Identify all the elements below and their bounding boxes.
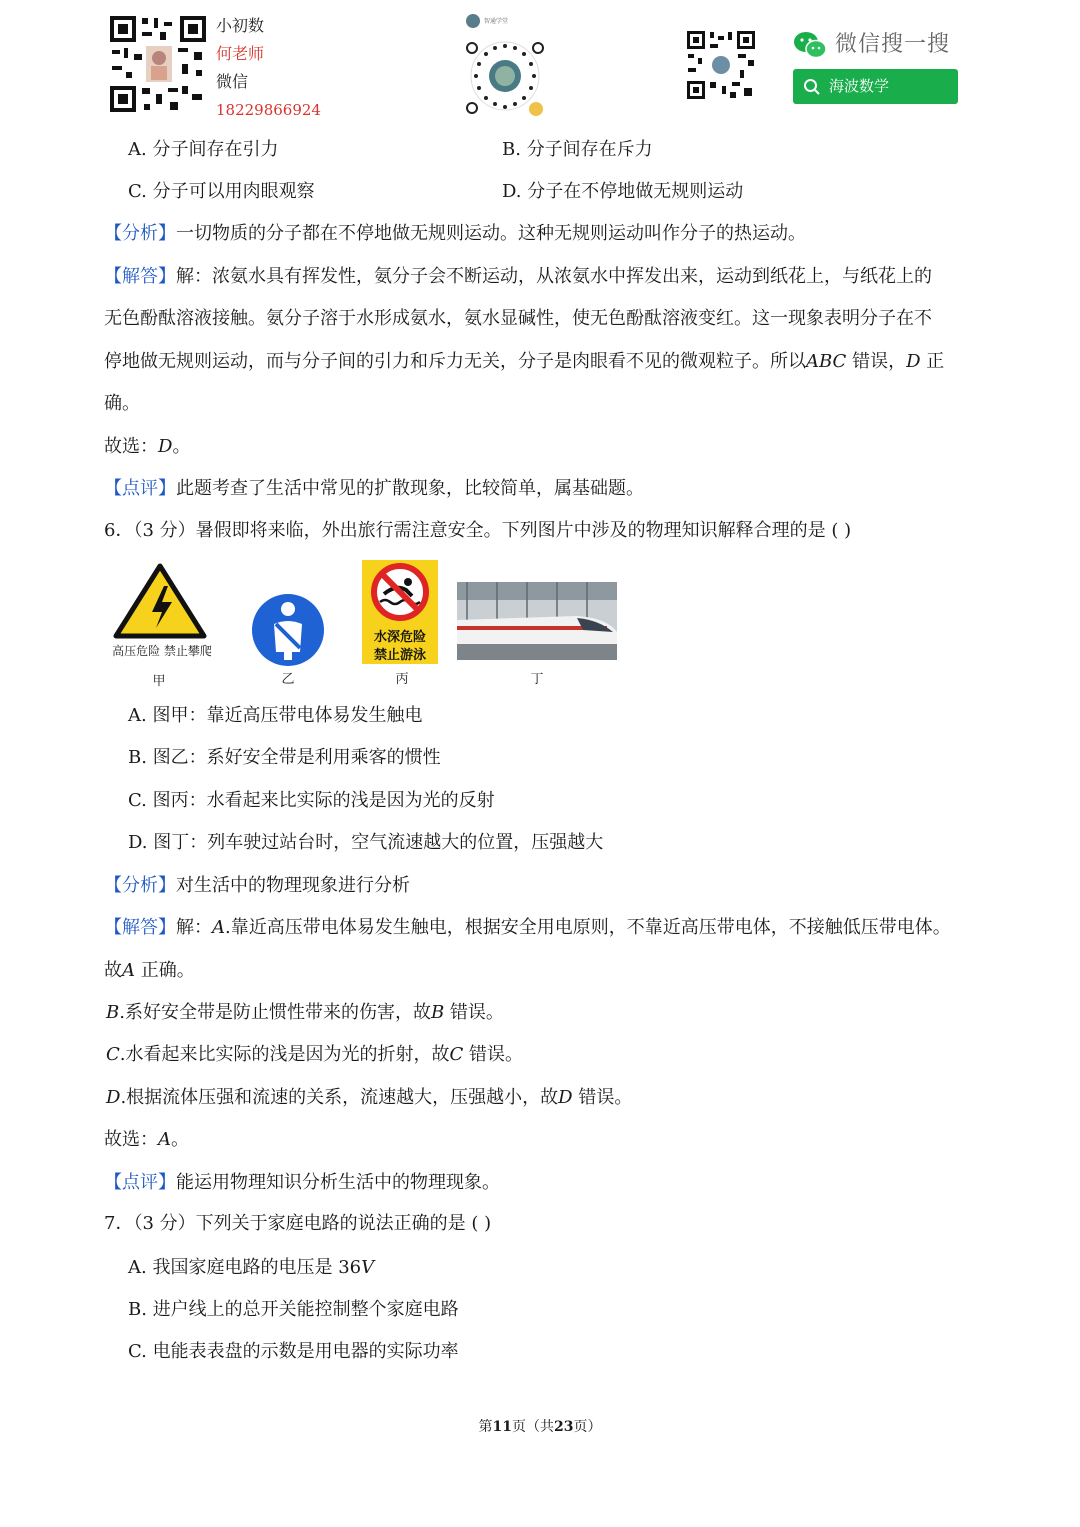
- page-footer: 第11页（共23页）: [478, 1419, 602, 1435]
- analysis-tag: 【分析】: [104, 223, 176, 244]
- q5-comment: 【点评】此题考查了生活中常见的扩散现象，比较简单，属基础题。: [104, 478, 644, 499]
- q5-choice: 故选：D。: [104, 436, 191, 457]
- wechat-search-box[interactable]: [793, 69, 958, 104]
- q6-option-c: C. 图丙：水看起来比实际的浅是因为光的反射: [128, 790, 495, 811]
- q5-answer-line-1: 【解答】解：浓氨水具有挥发性，氨分子会不断运动，从浓氨水中挥发出来，运动到纸花上，与纸花上的: [104, 266, 932, 287]
- q6-answer-b: B.系好安全带是防止惯性带来的伤害，故B 错误。: [106, 1002, 504, 1023]
- wechat-icon: [793, 30, 827, 60]
- q6-choice: 故选：A。: [104, 1129, 189, 1150]
- page-total: 23: [554, 1419, 574, 1435]
- no-swimming-icon: [362, 562, 438, 624]
- no-swimming-text-1: 水深危险: [373, 630, 426, 645]
- q7-option-c: C. 电能表表盘的示数是用电器的实际功率: [128, 1341, 459, 1362]
- q6-comment: 【点评】能运用物理知识分析生活中的物理现象。: [104, 1172, 500, 1193]
- mini-program-code: [460, 12, 550, 120]
- q6-option-b: B. 图乙：系好安全带是利用乘客的惯性: [128, 747, 441, 768]
- contact-phone: 18229866924: [216, 101, 321, 119]
- q5-answer-line-3: 停地做无规则运动，而与分子间的引力和斥力无关，分子是肉眼看不见的微观粒子。所以ABC 错误，D 正: [104, 351, 945, 372]
- q5-answer-line-2: 无色酚酞溶液接触。氨分子溶于水形成氨水，氨水显碱性，使无色酚酞溶液变红。这一现象表明分子在不: [104, 308, 932, 329]
- contact-info: [216, 12, 321, 124]
- answer-tag: 【解答】: [104, 266, 176, 287]
- seatbelt-sign-icon: [248, 590, 328, 670]
- q6-stem: 6．（3 分）暑假即将来临，外出旅行需注意安全。下列图片中涉及的物理知识解释合理的是 ( ): [104, 520, 852, 541]
- q7-option-a: A. 我国家庭电路的电压是 36V: [128, 1257, 375, 1278]
- search-icon: [803, 78, 821, 96]
- header-banner: [0, 0, 1080, 125]
- image-caption-jia: 甲: [152, 674, 166, 689]
- image-caption-bing: 丙: [395, 672, 409, 687]
- q7-option-b: B. 进户线上的总开关能控制整个家庭电路: [128, 1299, 459, 1320]
- image-caption-ding: 丁: [530, 672, 544, 687]
- q5-option-c: C. 分子可以用肉眼观察: [128, 181, 315, 202]
- image-caption-yi: 乙: [281, 672, 295, 687]
- page-number: 11: [492, 1419, 512, 1435]
- no-swimming-sign: [362, 560, 438, 664]
- q5-answer-line-4: 确。: [104, 393, 140, 414]
- q5-analysis: 【分析】一切物质的分子都在不停地做无规则运动。这种无规则运动叫作分子的热运动。: [104, 223, 806, 244]
- q6-images: [104, 560, 619, 690]
- high-speed-train-photo: [457, 582, 617, 660]
- contact-line: 小初数: [216, 16, 265, 35]
- contact-line: 微信: [216, 72, 249, 91]
- contact-qr-code: [108, 14, 208, 114]
- no-swimming-text-2: 禁止游泳: [373, 648, 426, 663]
- q6-answer-line-1: 【解答】解：A.靠近高压带电体易发生触电，根据安全用电原则，不靠近高压带电体，不接触低压带电体。: [104, 917, 951, 938]
- q6-answer-line-2: 故A 正确。: [104, 960, 195, 981]
- mini-program-brand: 智通学堂: [484, 18, 509, 25]
- q6-answer-d: D.根据流体压强和流速的关系，流速越大，压强越小，故D 错误。: [106, 1087, 633, 1108]
- q7-stem: 7．（3 分）下列关于家庭电路的说法正确的是 ( ): [104, 1213, 492, 1234]
- wechat-qr-code: [686, 30, 756, 100]
- comment-tag: 【点评】: [104, 1172, 176, 1193]
- q5-option-d: D. 分子在不停地做无规则运动: [502, 181, 744, 202]
- q5-option-b: B. 分子间存在斥力: [502, 139, 653, 160]
- contact-line: 何老师: [216, 44, 265, 63]
- answer-tag: 【解答】: [104, 917, 176, 938]
- q6-analysis: 【分析】对生活中的物理现象进行分析: [104, 875, 410, 896]
- image-jia-label: 高压危险 禁止攀爬: [112, 644, 212, 658]
- wechat-search-keyword: 海波数学: [829, 77, 890, 95]
- q5-option-a: A. 分子间存在引力: [128, 139, 279, 160]
- wechat-search-title: 微信搜一搜: [835, 32, 951, 57]
- comment-tag: 【点评】: [104, 478, 176, 499]
- analysis-tag: 【分析】: [104, 875, 176, 896]
- q6-option-d: D. 图丁：列车驶过站台时，空气流速越大的位置，压强越大: [128, 832, 604, 853]
- q6-answer-c: C.水看起来比实际的浅是因为光的折射，故C 错误。: [106, 1044, 524, 1065]
- q6-option-a: A. 图甲：靠近高压带电体易发生触电: [128, 705, 423, 726]
